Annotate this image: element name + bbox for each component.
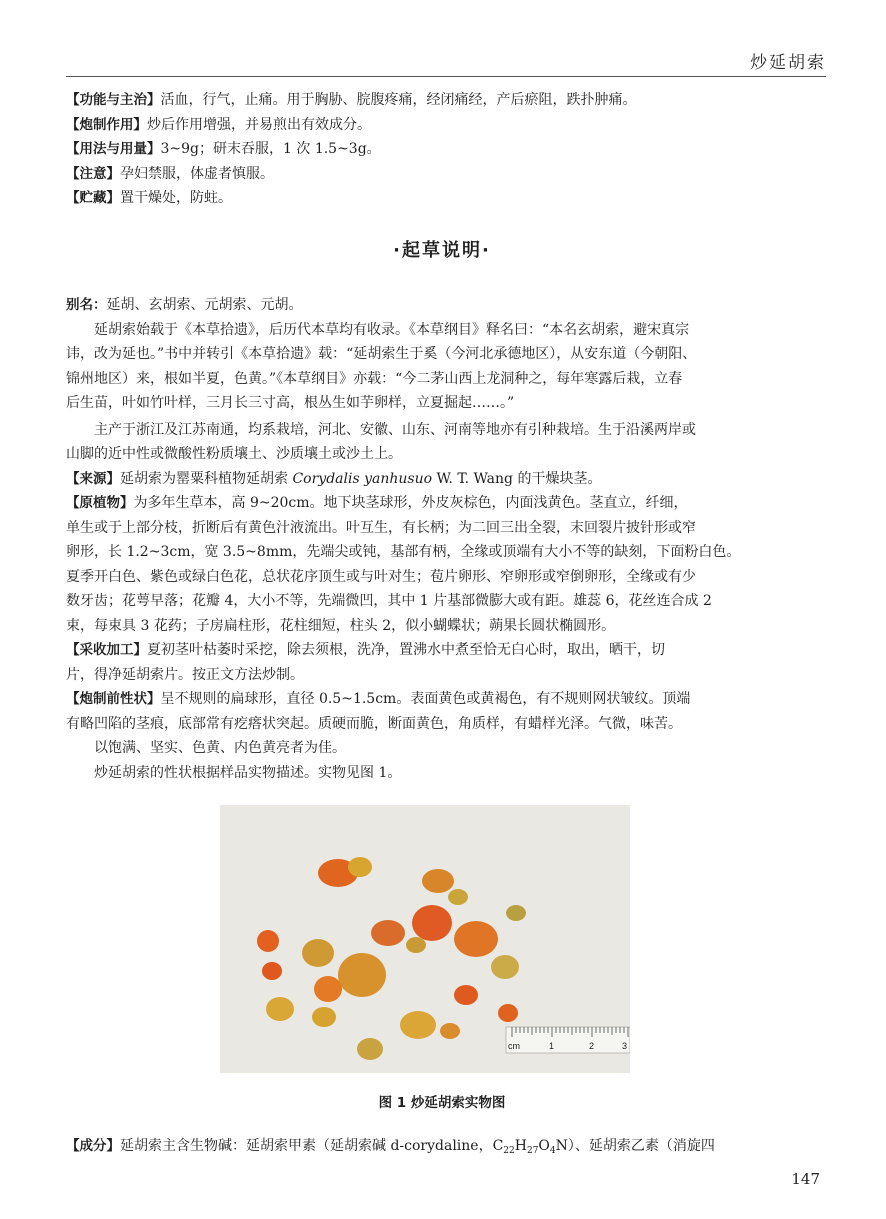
source-text-before: 延胡索为罂粟科植物延胡索 — [120, 470, 293, 487]
figure-1 — [66, 805, 818, 1077]
ruler — [506, 1027, 630, 1053]
text-line: 山脚的近中性或微酸性粉质壤土、沙质壤土或沙土上。 — [66, 446, 402, 462]
entry-text: 炒后作用增强，并易煎出有效成分。 — [147, 116, 371, 133]
processing-label: 【采收加工】 — [66, 642, 147, 658]
text-line: 有略凹陷的茎痕，底部常有疙瘩状突起。质硬而脆，断面黄色，角质样，有蜡样光泽。气微，味苦。 — [66, 715, 682, 732]
text-line: 卵形，长 1.2~3cm，宽 3.5~8mm，先端尖或钝，基部有柄，全缘或顶端有大小不等的缺刻，下面粉白色。 — [66, 544, 741, 560]
text-line: 延胡索始载于《本草拾遗》，后历代本草均有收录。《本草纲目》释名曰：“本名玄胡索，避宋真宗 — [94, 321, 690, 338]
text-line: 后生苗，叶如竹叶样，三月长三寸高，根丛生如芋卵样，立夏掘起……。” — [66, 395, 515, 411]
composition-text-before: 延胡索主含生物碱：延胡索甲素（延胡索碱 d-corydaline，C — [120, 1137, 504, 1154]
entry-text: 孕妇禁服，体虚者慎服。 — [120, 165, 274, 182]
entry-caution — [66, 162, 818, 187]
source-entry — [66, 467, 818, 492]
text-line: 讳，改为延也。”书中并转引《本草拾遗》载：“延胡索生于奚（今河北承德地区），从安东道（今朝阳、 — [66, 346, 697, 362]
ruler-tick-label: 2 — [589, 1041, 595, 1051]
pre-properties-entry — [66, 687, 818, 736]
text-line: 夏初茎叶枯萎时采挖，除去须根，洗净，置沸水中煮至恰无白心时，取出，晒干，切 — [147, 642, 665, 658]
formula-subscript: 22 — [503, 1145, 515, 1156]
source-text-after: W. T. Wang 的干燥块茎。 — [432, 470, 602, 487]
text-line: 夏季开白色、紫色或绿白色花，总状花序顶生或与叶对生；苞片卵形、窄卵形或窄倒卵形，全缘或有少 — [66, 568, 696, 585]
header-rule — [66, 76, 826, 77]
pre-properties-label: 【炮制前性状】 — [66, 691, 161, 707]
ruler-tick-label: 3 — [622, 1041, 628, 1051]
entry-label: 【贮藏】 — [66, 190, 120, 206]
page-number: 147 — [791, 1170, 820, 1188]
plant-entry — [66, 491, 818, 638]
composition-label: 【成分】 — [66, 1137, 120, 1154]
text-line: 为多年生草本，高 9~20cm。地下块茎球形，外皮灰棕色，内面浅黄色。茎直立，纤细， — [133, 495, 688, 511]
entry-function — [66, 88, 818, 113]
history-paragraph — [66, 318, 818, 416]
alias-label: 别名： — [66, 297, 107, 313]
formula-part: H — [514, 1137, 527, 1154]
entry-storage — [66, 186, 818, 211]
entry-text: 3~9g；研末吞服，1 次 1.5~3g。 — [160, 141, 381, 157]
ruler-tick-label: 1 — [549, 1041, 555, 1051]
formula-subscript: 27 — [526, 1145, 539, 1156]
entry-text: 置干燥处，防蛀。 — [120, 190, 232, 206]
formula-subscript: 4 — [549, 1145, 556, 1156]
text-line: 主产于浙江及江苏南通，均系栽培，河北、安徽、山东、河南等地亦有引种栽培。生于沿溪两岸或 — [94, 421, 696, 438]
entries-top — [66, 88, 818, 211]
text-line: 束，每束具 3 花药；子房扁柱形，花柱细短，柱头 2，似小蝴蝶状；蒴果长圆状椭圆形。 — [66, 617, 616, 634]
composition-entry — [66, 1134, 818, 1159]
entry-dosage — [66, 137, 818, 162]
sample-note: 炒延胡索的性状根据样品实物描述。实物见图 1。 — [94, 764, 402, 781]
entry-processing-effect — [66, 113, 818, 138]
text-line: 单生或于上部分枝，折断后有黄色汁液流出。叶互生，有长柄；为二回三出全裂，末回裂片披针形或窄 — [66, 519, 696, 536]
source-latin-name: Corydalis yanhusuo — [292, 470, 433, 487]
running-header-title: 炒延胡索 — [750, 53, 826, 73]
processing-entry — [66, 638, 818, 687]
alias-entry — [66, 293, 818, 318]
tuber-photo — [220, 805, 630, 1073]
page-body — [66, 88, 818, 1158]
production-paragraph — [66, 418, 818, 467]
quality-note: 以饱满、坚实、色黄、内色黄亮者为佳。 — [94, 740, 346, 756]
alias-text: 延胡、玄胡索、元胡索、元胡。 — [106, 297, 303, 313]
text-line: 呈不规则的扁球形，直径 0.5~1.5cm。表面黄色或黄褐色，有不规则网状皱纹。顶端 — [160, 691, 691, 707]
plant-label: 【原植物】 — [66, 495, 134, 511]
figure-caption: 图 1 炒延胡索实物图 — [378, 1095, 506, 1111]
ruler-unit: cm — [508, 1041, 520, 1051]
entry-label: 【注意】 — [66, 165, 120, 182]
composition-text-after: N）、延胡索乙素（消旋四 — [555, 1137, 715, 1154]
text-line: 锦州地区）来，根如半夏，色黄。”《本草纲目》亦载：“今二茅山西上龙洞种之，每年寒露后栽，立春 — [66, 370, 683, 387]
entry-text: 活血，行气，止痛。用于胸胁、脘腹疼痛，经闭痛经，产后瘀阻，跌扑肿痛。 — [160, 92, 637, 108]
entry-label: 【用法与用量】 — [66, 141, 161, 157]
source-label: 【来源】 — [66, 470, 120, 487]
section-title: ·起草说明· — [393, 239, 491, 261]
formula-part: O — [538, 1137, 550, 1154]
text-line: 片，得净延胡索片。按正文方法炒制。 — [66, 666, 304, 683]
entry-label: 【炮制作用】 — [66, 116, 147, 133]
entry-label: 【功能与主治】 — [66, 92, 161, 108]
text-line: 数牙齿；花萼早落；花瓣 4，大小不等，先端微凹，其中 1 片基部微膨大或有距。雄蕊 6，花丝连合成 2 — [66, 593, 712, 609]
